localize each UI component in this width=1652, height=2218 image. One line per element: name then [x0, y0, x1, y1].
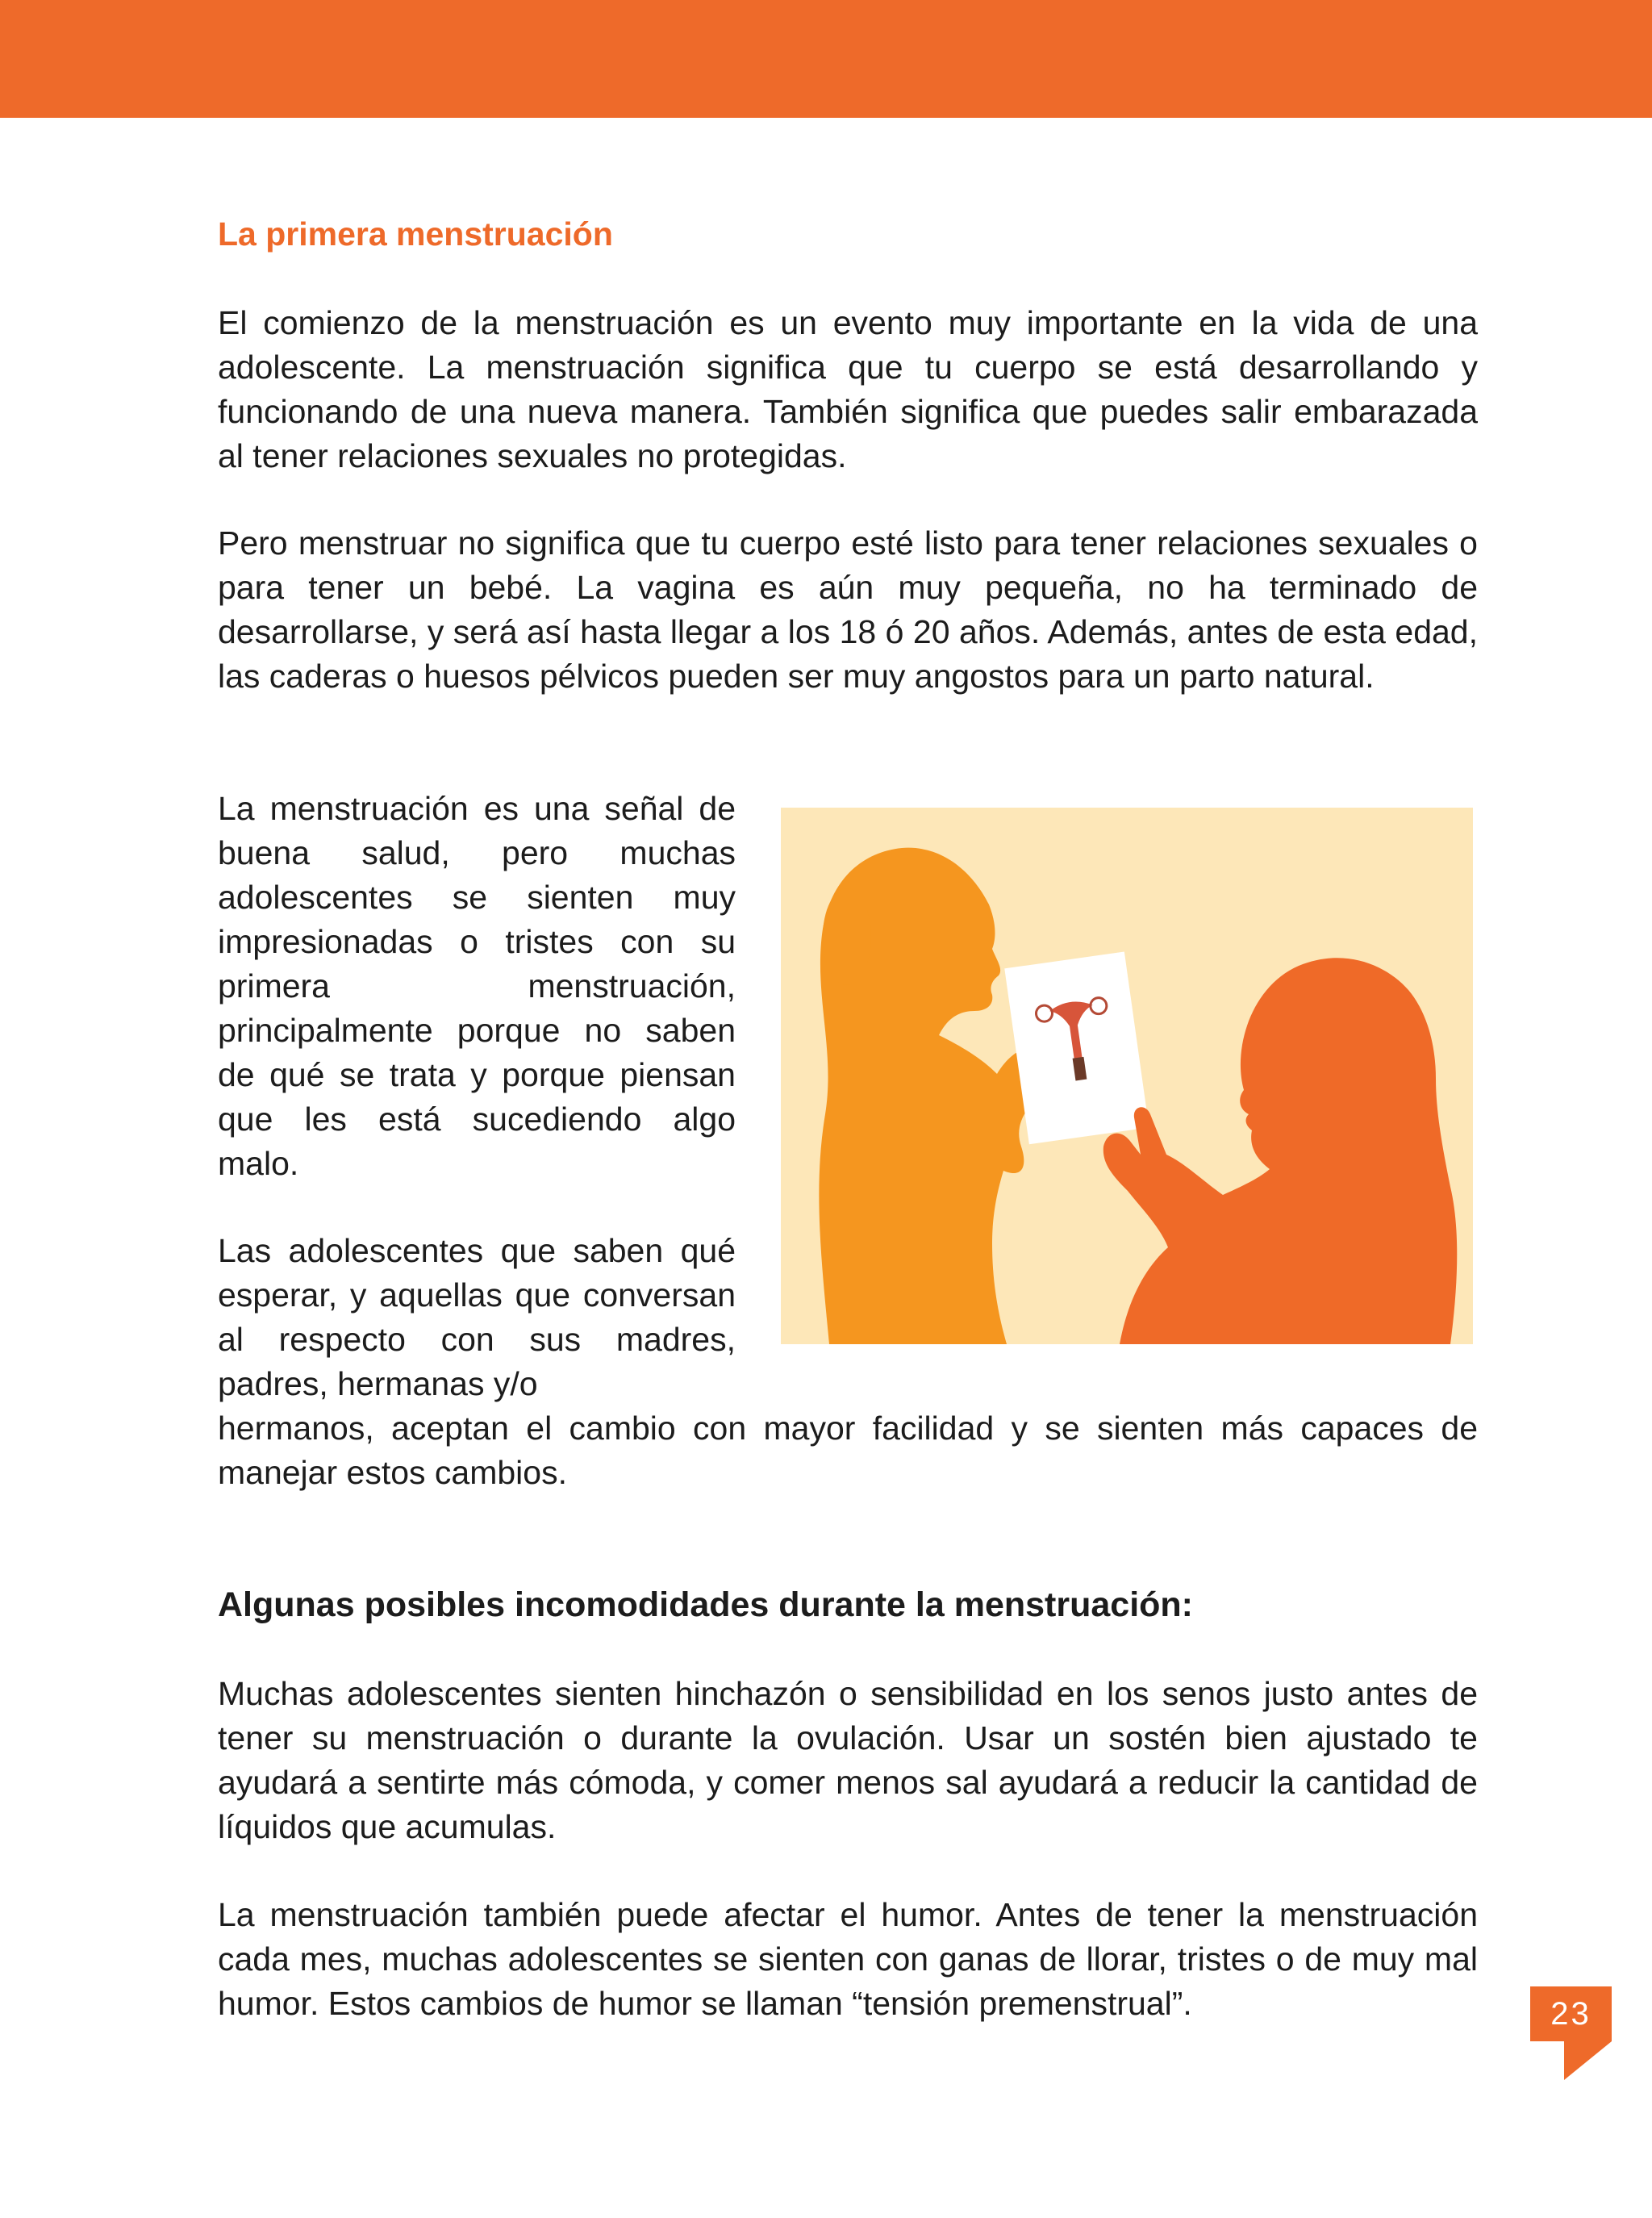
paragraph-5: Muchas adolescentes sienten hinchazón o sensibilidad en los senos justo antes de tener su menstruación o durante la ovulación. Usar un sostén bien ajustado te ayudará a sentirte más cómoda, y comer menos sal ayudará a reducir la cantidad de líquidos que acumulas.	[218, 1675, 1478, 1845]
paragraph-2: Pero menstruar no significa que tu cuerpo esté listo para tener relaciones sexuales o para tener un bebé. La vagina es aún muy pequeña, no ha terminado de desarrollarse, y será así hasta llegar a los 18 ó 20 años. Además, antes de esta edad, las caderas o huesos pélvicos pueden ser muy angostos para un parto natural.	[218, 524, 1478, 695]
section-title: La primera menstruación	[218, 215, 613, 253]
section-2-title: Algunas posibles incomodidades durante la menstruación:	[218, 1585, 1193, 1624]
paragraph-1: El comienzo de la menstruación es un evento muy importante en la vida de una adolescente. La menstruación significa que tu cuerpo se está desarrollando y funcionando de una nueva manera. También significa que puedes salir embarazada al tener relaciones sexuales no protegidas.	[218, 304, 1478, 474]
page-number: 23	[1550, 1995, 1592, 2032]
paragraph-3: La menstruación es una señal de buena salud, pero muchas adolescentes se sienten muy impresionadas o tristes con su primera menstruación, principalmente porque no saben de qué se trata y porque piensan que les está sucediendo algo malo.	[218, 790, 736, 1182]
illustration-mother-daughter	[781, 808, 1473, 1344]
header-bar	[0, 0, 1652, 118]
paragraph-6: La menstruación también puede afectar el humor. Antes de tener la menstruación cada mes, muchas adolescentes se sienten con ganas de llorar, tristes o de muy mal humor. Estos cambios de humor se llaman “tensión premenstrual”.	[218, 1896, 1478, 2022]
paragraph-4-narrow: Las adolescentes que saben qué esperar, y aquellas que conversan al respecto con sus madres, padres, hermanas y/o	[218, 1232, 736, 1402]
anatomy-chart	[1004, 952, 1149, 1145]
paragraph-4-full: hermanos, aceptan el cambio con mayor facilidad y se sienten más capaces de manejar estos cambios.	[218, 1410, 1478, 1491]
